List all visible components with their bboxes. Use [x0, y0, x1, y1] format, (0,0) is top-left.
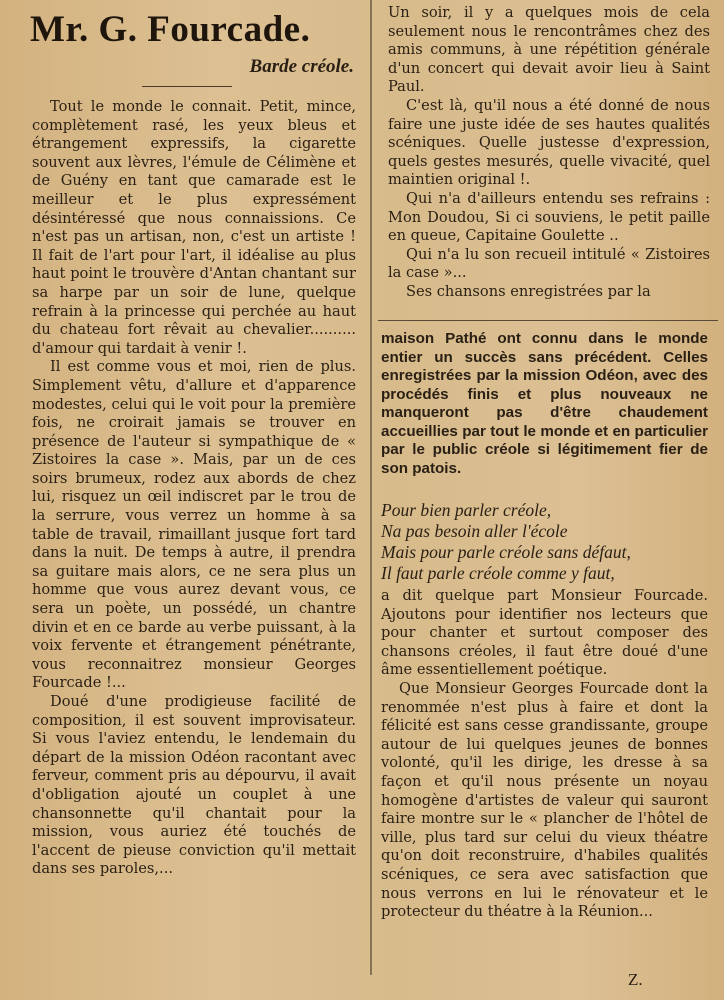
section-divider	[378, 320, 718, 321]
paragraph: Il est comme vous et moi, rien de plus. Simplement vêtu, d'allure et d'apparence modestes, celui qui le voit pour la première fois, ne croirait jamais se trouver en présence de l'auteur si sympathique de « Zistoires la case ». Mais, par un de ces soirs brumeux, rodez aux abords de chez lui, risquez un œil indiscret par le trou de la serrure, vous verrez un homme à sa table de travail, rimaillant jusque fort tard dans la nuit. De temps à autre, il prendra sa guitare mais alors, ce ne sera plus un homme que vous aurez devant vous, ce sera un poète, un possédé, un chantre divin et en ce barde au verbe puissant, à la voix fervente et étrangement pénétrante, vous reconnaitrez monsieur Georges Fourcade !...	[32, 358, 356, 692]
signature: Z.	[628, 970, 643, 989]
paragraph: Qui n'a d'ailleurs entendu ses refrains : Mon Doudou, Si ci souviens, le petit paille en queue, Capitaine Goulette ..	[388, 189, 710, 245]
column-left	[32, 98, 356, 879]
paragraph: a dit quelque part Monsieur Fourcade. Ajoutons pour identifier nos lecteurs que pour chanter et surtout composer des chansons créoles, il faut être doué d'une âme essentiellement poétique.	[381, 587, 708, 679]
paragraph: Que Monsieur Georges Fourcade dont la renommée n'est plus à faire et dont la félicité est sans cesse grandissante, groupe autour de lui quelques jeunes de bonnes volonté, qu'il les dirige, les dresse à sa façon et qu'il nous présente un noyau homogène d'artistes de valeur qui sauront faire montre sur le « plancher de l'hôtel de ville, plus tard sur celui du vieux théatre qu'on doit reconstruire, d'habiles qualités scéniques, ce sera avec satisfaction que nous verrons en lui le rénovateur et le protecteur du théatre à la Réunion...	[381, 679, 708, 921]
poem-line: Mais pour parle créole sans défaut,	[381, 542, 631, 562]
paragraph: Ses chansons enregistrées par la	[406, 282, 651, 300]
poem-verse	[381, 500, 711, 584]
paragraph: C'est là, qu'il nous a été donné de nous faire une juste idée de ses hautes qualités scéniques. Quelle justesse d'expression, quels gestes mesurés, quelle vivacité, quel maintien original !.	[388, 96, 710, 189]
paragraph: Doué d'une prodigieuse facilité de composition, il est souvent improvisateur. Si vous l'aviez entendu, le lendemain du départ de la mission Odéon racontant avec ferveur, comment pris au dépourvu, il avait d'obligation ajouté un couplet à une chansonnette qu'il chantait pour la mission, vous auriez été touchés de l'accent de pieuse conviction qu'il mettait dans ses paroles,...	[32, 693, 356, 878]
paragraph: Un soir, il y a quelques mois de cela seulement nous le rencontrâmes chez des amis communs, à une répétition générale d'un concert qui devait avoir lieu à Saint Paul.	[388, 4, 710, 96]
article-subtitle: Barde créole.	[249, 56, 354, 77]
column-right-bottom	[381, 587, 708, 922]
title-divider	[142, 86, 232, 87]
poem-line: Pour bien parler créole,	[381, 500, 552, 520]
column-divider	[370, 0, 372, 975]
column-right-top	[388, 4, 710, 302]
paragraph: Tout le monde le connait. Petit, mince, complètement rasé, les yeux bleus et étrangement expressifs, la cigarette souvent aux lèvres, l'émule de Célimène et de Guény en tant que camarade est le meilleur et le plus expressément désintéressé que nous connaissions. Ce n'est pas un artisan, non, c'est un artiste ! Il fait de l'art pour l'art, il idéalise au plus haut point le trouvère d'Antan chantant sur sa harpe par un soir de lune, quelque refrain à la princesse qui perchée au haut du chateau fort rêvait au chevalier.......... d'amour qui tardait à venir !.	[32, 98, 356, 357]
article-title: Mr. G. Fourcade.	[30, 9, 311, 50]
paragraph: Qui n'a lu son recueil intitulé « Zistoires la case »...	[388, 245, 710, 282]
paragraph-bold: maison Pathé ont connu dans le monde entier un succès sans précédent. Celles enregistrées par la mission Odéon, avec des procédés finis et plus nouveaux ne manqueront pas d'être chaudement accueillies par tout le monde et en particulier par le public créole si légitimement fier de son patois.	[381, 330, 708, 477]
column-right-bold	[381, 330, 708, 478]
poem-line: Il faut parle créole comme y faut,	[381, 563, 615, 583]
poem-line: Na pas besoin aller l'école	[381, 521, 568, 541]
